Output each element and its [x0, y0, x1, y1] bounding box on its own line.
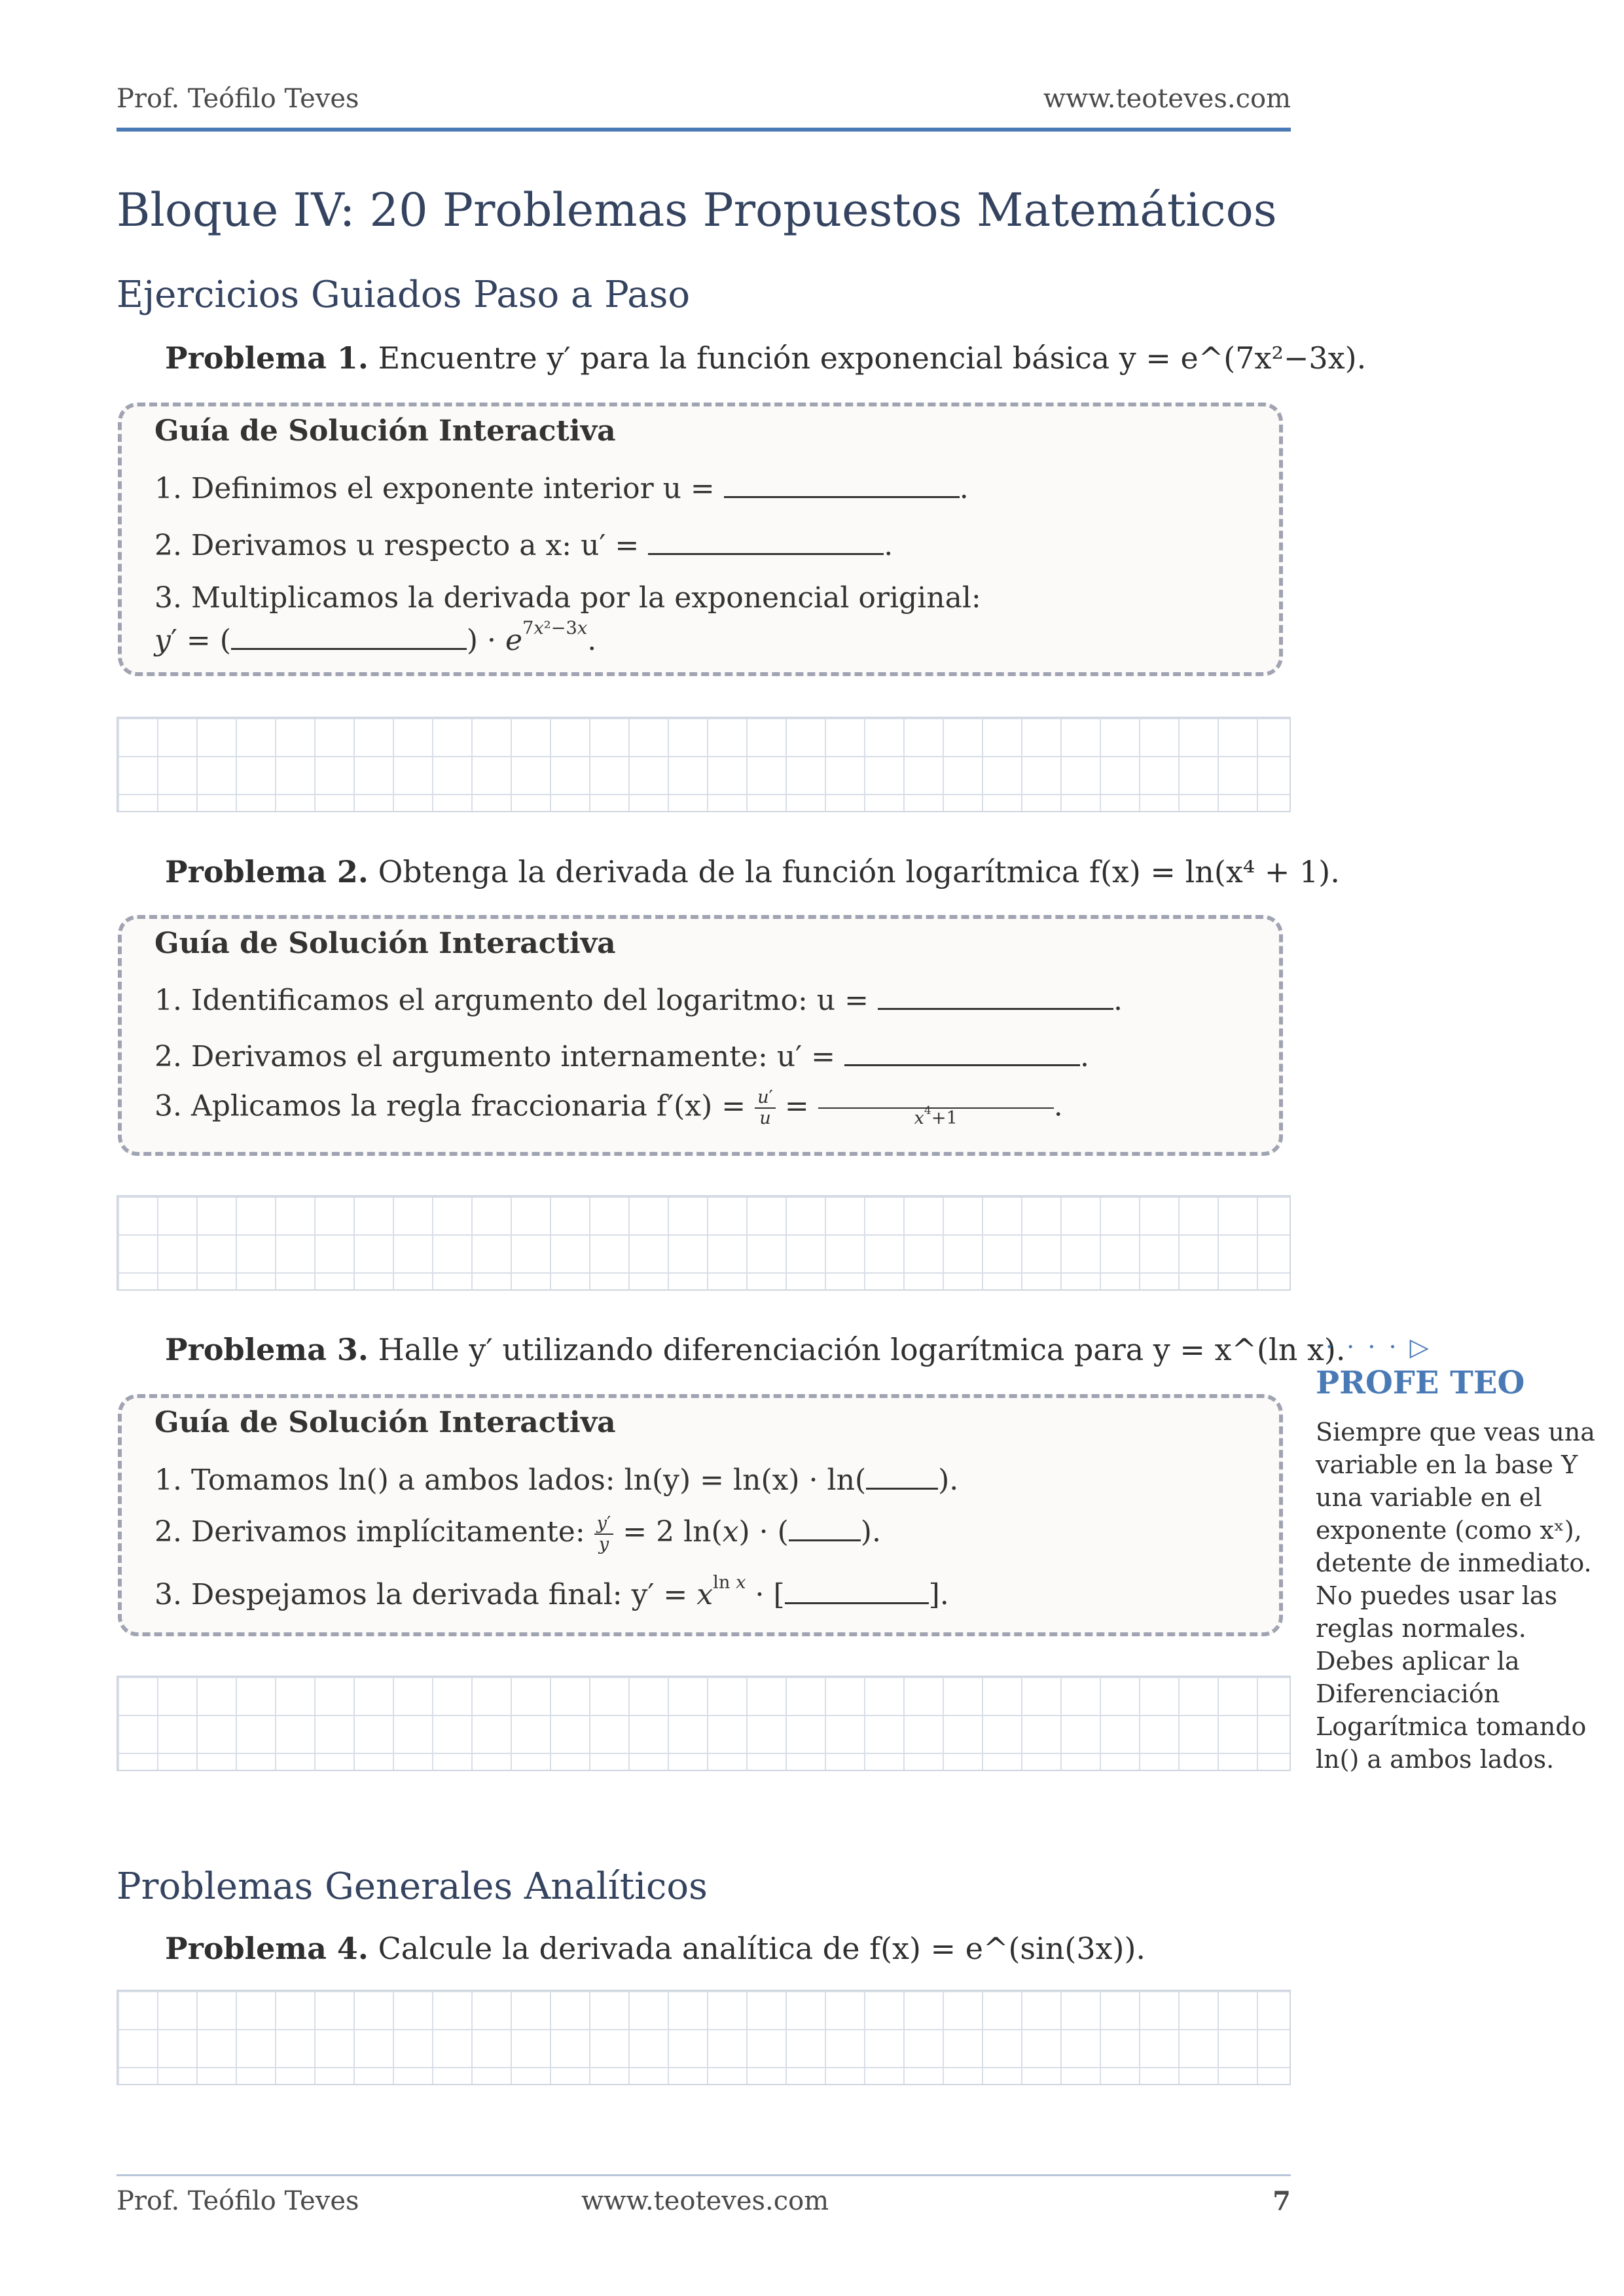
fraction-u-prime-over-u: $\frac{u'}{u}$	[755, 1088, 776, 1128]
footer-author: Prof. Teófilo Teves	[117, 2186, 359, 2216]
answer-grid-2[interactable]	[117, 1195, 1291, 1291]
answer-blank[interactable]	[231, 619, 467, 650]
problem-3-number: Problema 3.	[165, 1332, 369, 1367]
guide-3-step-1: 1. Tomamos ln() a ambos lados: ln(y) = ln(x) · ln( ).	[154, 1459, 958, 1497]
answer-blank[interactable]	[844, 1035, 1080, 1066]
guide-1-step-1: 1. Definimos el exponente interior u = .	[154, 467, 969, 505]
guide-title: Guía de Solución Interactiva	[154, 1406, 616, 1439]
guide-title: Guía de Solución Interactiva	[154, 927, 616, 960]
guide-title: Guía de Solución Interactiva	[154, 414, 616, 448]
answer-blank[interactable]	[878, 979, 1113, 1010]
problem-2	[165, 854, 1340, 889]
section-title-guided: Ejercicios Guiados Paso a Paso	[117, 274, 691, 316]
problem-4-number: Problema 4.	[165, 1931, 369, 1966]
guide-2-step-3: 3. Aplicamos la regla fraccionaria f′(x) = $\frac{u'}{u}$ = $x^4+1$ .	[154, 1087, 1063, 1128]
problem-3	[165, 1332, 1345, 1367]
answer-grid-3[interactable]	[117, 1676, 1291, 1771]
fraction-blank-over-x4[interactable]: $x^4+1$	[818, 1088, 1054, 1128]
footer-site: www.teoteves.com	[581, 2186, 829, 2216]
answer-blank[interactable]	[866, 1459, 938, 1490]
answer-blank[interactable]	[648, 524, 884, 555]
guide-box-3	[118, 1394, 1283, 1636]
page-title: Bloque IV: 20 Problemas Propuestos Matemáticos	[117, 183, 1277, 237]
answer-blank[interactable]	[724, 467, 960, 498]
guide-box-1	[118, 403, 1283, 676]
answer-grid-1[interactable]	[117, 717, 1291, 812]
guide-2-step-1: 1. Identificamos el argumento del logaritmo: u = .	[154, 979, 1123, 1017]
problem-2-text: Obtenga la derivada de la función logarítmica f(x) = ln(x⁴ + 1).	[378, 854, 1340, 889]
guide-2-step-2: 2. Derivamos el argumento internamente: u′ = .	[154, 1035, 1089, 1073]
header-site: www.teoteves.com	[1043, 84, 1291, 114]
sidebar-arrow-icon: · · · · ▷	[1326, 1333, 1432, 1361]
problem-2-number: Problema 2.	[165, 854, 369, 889]
guide-1-step-3: 3. Multiplicamos la derivada por la exponencial original:	[154, 581, 981, 615]
problem-4	[165, 1931, 1146, 1966]
problem-4-text: Calcule la derivada analítica de f(x) = e^(sin(3x)).	[378, 1931, 1146, 1966]
answer-grid-4[interactable]	[117, 1990, 1291, 2085]
guide-3-step-2: 2. Derivamos implícitamente: $\frac{y'}{y}$ = 2 ln(x) · ( ).	[154, 1511, 881, 1554]
header-author: Prof. Teófilo Teves	[117, 84, 359, 114]
footer-rule	[117, 2174, 1291, 2176]
problem-1-number: Problema 1.	[165, 340, 369, 376]
problem-1	[165, 340, 1366, 376]
problem-1-text: Encuentre y′ para la función exponencial básica y = e^(7x²−3x).	[378, 340, 1367, 376]
sidebar-title: PROFE TEO	[1316, 1365, 1525, 1401]
page-number: 7	[1272, 2186, 1291, 2217]
problem-3-text: Halle y′ utilizando diferenciación logarítmica para y = x^(ln x).	[378, 1332, 1346, 1367]
guide-3-step-3: 3. Despejamos la derivada final: $y' = x^{ln x}$ · [ ].	[154, 1572, 949, 1611]
guide-1-step-3-formula: y′ = ( ) · $e^{7x^2-3x}$.	[154, 618, 597, 657]
sidebar-text: Siempre que veas una variable en la base Y una variable en el exponente (como xˣ), detente de inmediato. No puedes usar las reglas normales. Debes aplicar la Diferenciación Logarítmica tomando ln() a ambos lados.	[1316, 1418, 1595, 1774]
guide-1-step-2: 2. Derivamos u respecto a x: u′ = .	[154, 524, 893, 562]
header-rule	[117, 128, 1291, 132]
section-title-general: Problemas Generales Analíticos	[117, 1865, 708, 1908]
fraction-y-prime-over-y: $\frac{y'}{y}$	[594, 1514, 614, 1554]
answer-blank[interactable]	[785, 1573, 929, 1604]
answer-blank[interactable]	[789, 1511, 861, 1541]
guide-box-2	[118, 915, 1283, 1156]
